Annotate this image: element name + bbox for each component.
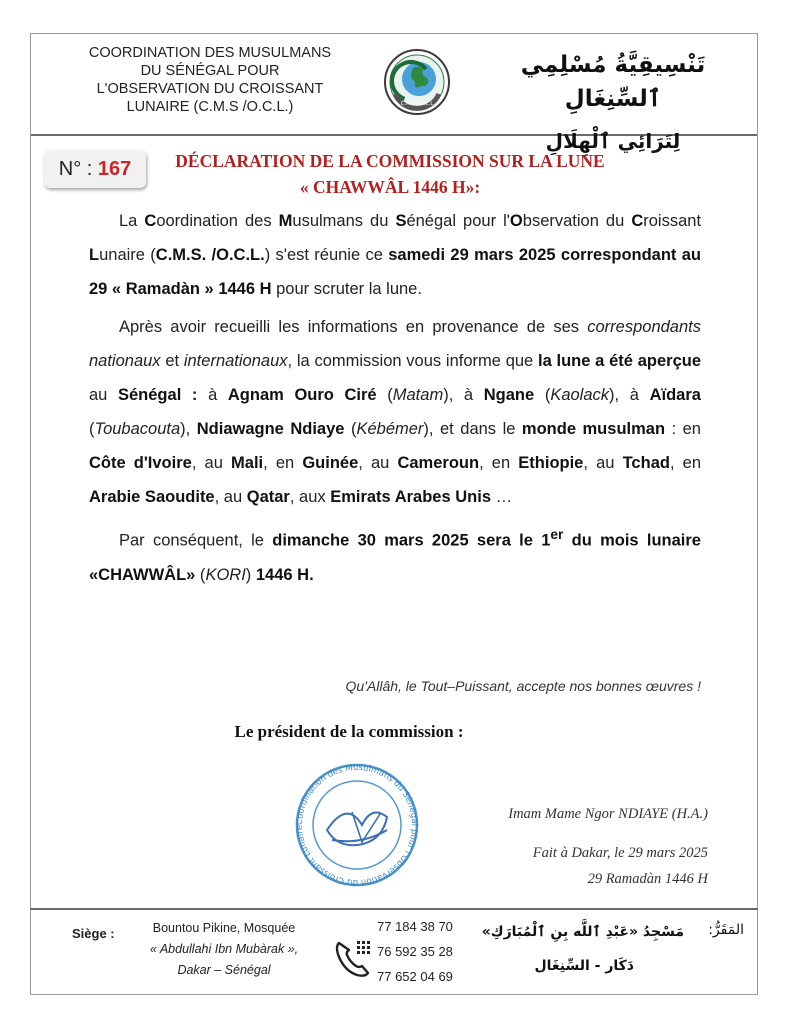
declaration-title-line1: DÉCLARATION DE LA COMMISSION SUR LA LUNE [175,151,605,171]
president-label: Le président de la commission : [234,722,464,741]
fr-title-line: L'OBSERVATION DU CROISSANT [96,81,324,97]
signature-place-date: Fait à Dakar, le 29 mars 2025 [532,845,708,861]
letterhead-french-title [45,44,375,116]
phone-number: 77 184 38 70 [377,919,453,934]
ar-title-line1: تَنْسِيقِيَّةُ مُسْلِمِي ٱلسِّنِغَالِ [520,52,706,112]
ar-mosque-name: مَسْجِدُ «عَبْدِ ٱللَّه بِنِ ٱلْمُبَارَكِ» [481,924,684,940]
logo-text: C.M.S / O.C.L [400,101,434,107]
paragraph-conclusion: Par conséquent, le dimanche 30 mars 2025 sera le 1er du mois lunaire «CHAWWÂL» (KORI) 1446 H. [89,527,701,584]
signatory-name: Imam Mame Ngor NDIAYE (H.A.) [508,806,708,822]
address-line: « Abdullahi Ibn Mubàrak », [149,942,299,956]
fr-title-line: DU SÉNÉGAL POUR [140,63,280,79]
official-stamp [282,760,432,890]
paragraph-meeting: La Coordination des Musulmans du Sénégal pour l'Observation du Croissant Lunaire (C.M.S. /O.C.L.) s'est réunie ce samedi 29 mars 2025 correspondant au 29 « Ramadàn » 1446 H pour scruter la lune. [89,212,702,298]
declaration-body [89,204,701,592]
phone-icon [333,935,375,979]
ar-city: دَكَار - السِّنِغَال [534,958,634,974]
phone-number: 77 652 04 69 [377,969,453,984]
phone-numbers [377,914,453,989]
declaration-title-line2: « CHAWWÂL 1446 H»: [299,177,481,197]
letterhead-arabic-title [483,48,743,158]
declaration-title [150,148,630,200]
phone-number: 76 592 35 28 [377,944,453,959]
number-value: 167 [97,158,132,180]
fr-title-line: COORDINATION DES MUSULMANS [88,45,332,61]
siege-label: Siège : [72,926,115,941]
stamp-text: Coordination des Musulmans du Sénégal pour l'Observation du Croissant Lunaire [294,762,420,888]
signature-hijri-date: 29 Ramadàn 1446 H [587,871,708,887]
number-label: N° : [58,158,93,180]
declaration-number-badge [44,150,146,188]
ar-siege-label: المَقَرُّ: [708,922,744,938]
crescent-globe-logo [383,48,451,116]
letterhead [31,34,757,153]
address-line: Bountou Pikine, Mosquée [152,921,296,935]
fr-title-line: LUNAIRE (C.M.S /O.C.L.) [126,99,294,115]
paragraph-sightings: Après avoir recueilli les informations en provenance de ses correspondants nationaux et internationaux, la commission vous informe que la lune a été aperçue au Sénégal : à Agnam Ouro Ciré (Matam), à Ngane (Kaolack), à Aïdara (Toubacouta), Ndiawagne Ndiaye (Kébémer), et dans le monde musulman : en Côte d'Ivoire, au Mali, en Guinée, au Cameroun, en Ethiopie, au Tchad, en Arabie Saoudite, au Qatar, aux Emirats Arabes Unis … [89,318,702,506]
address-block [124,918,324,981]
address-line: Dakar – Sénégal [177,963,271,977]
ar-title-line2: لِتَرَائِي ٱلْهِلَالِ [545,129,681,153]
blessing-line: Qu'Allâh, le Tout–Puissant, accepte nos bonnes œuvres ! [345,678,701,694]
footer-divider [30,908,758,910]
